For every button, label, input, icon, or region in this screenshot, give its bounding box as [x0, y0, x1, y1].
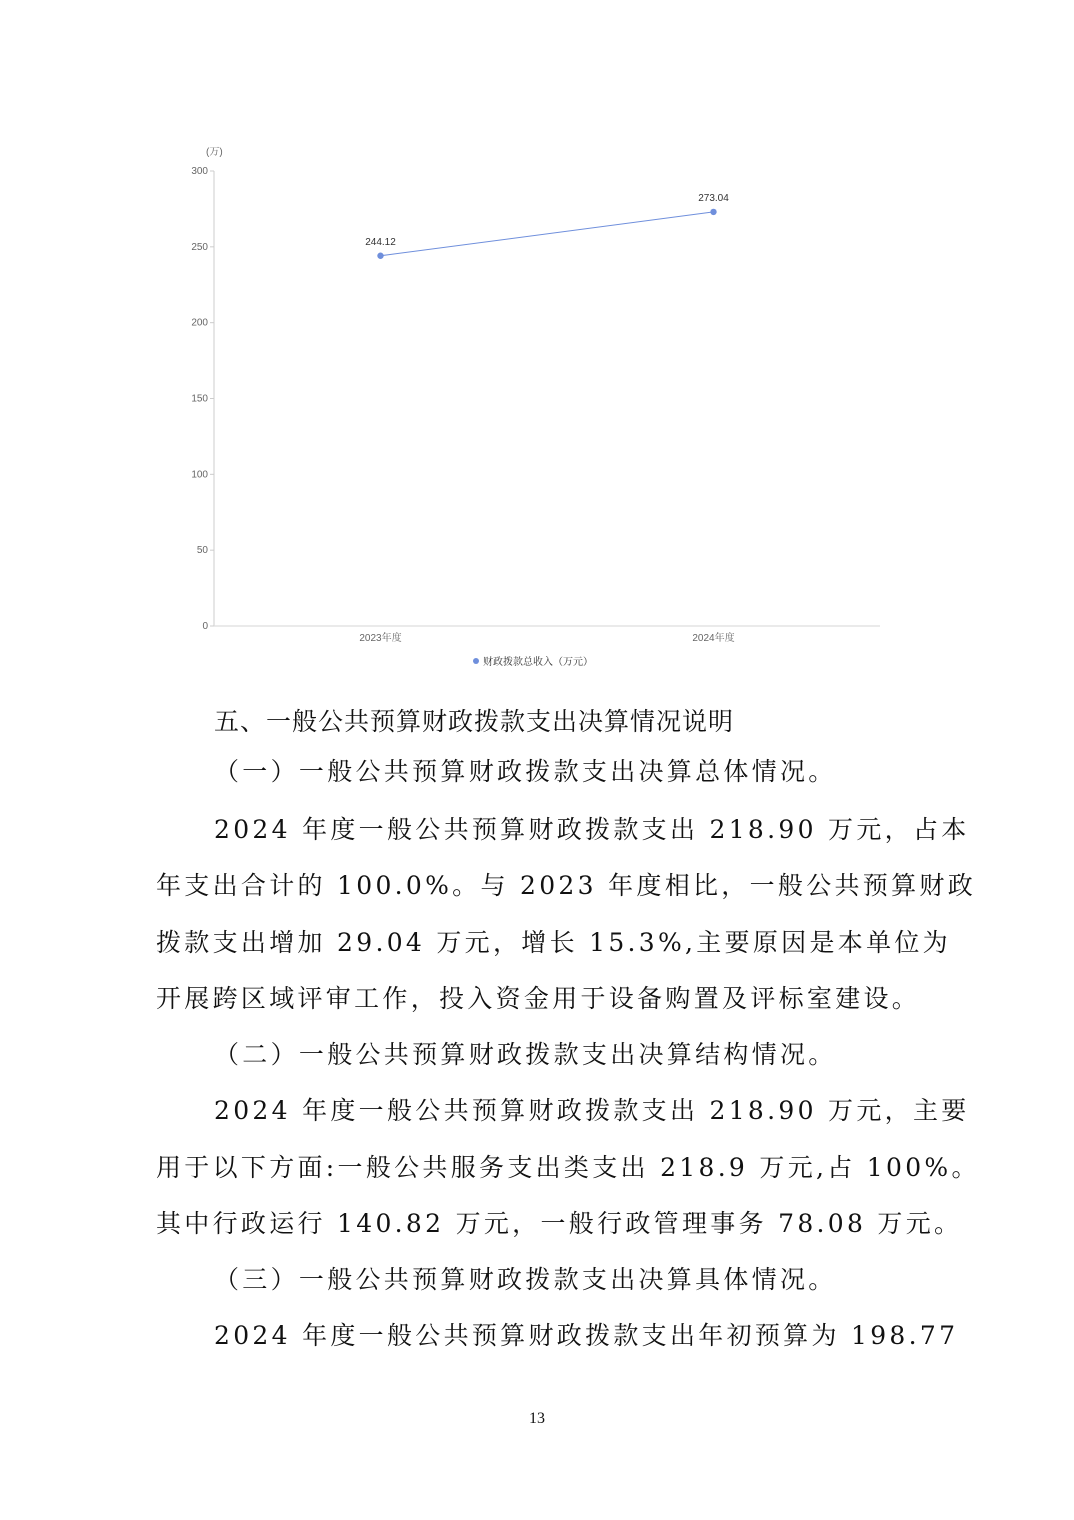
x-axis-ticks	[359, 631, 734, 644]
paragraph-1-line-3: 拨款支出增加 29.04 万元，增长 15.3%,主要原因是本单位为	[156, 928, 951, 957]
y-axis-unit-label: (万)	[206, 147, 223, 158]
y-tick-label: 50	[196, 545, 208, 557]
income-line-chart	[0, 0, 1074, 690]
subheading-2: （二）一般公共预算财政拨款支出决算结构情况。	[214, 1040, 837, 1069]
subheading-1: （一）一般公共预算财政拨款支出决算总体情况。	[214, 757, 837, 786]
y-tick-label: 150	[191, 393, 208, 405]
legend	[473, 655, 593, 668]
x-tick-label: 2024年度	[692, 633, 735, 644]
paragraph-2-line-3: 其中行政运行 140.82 万元，一般行政管理事务 78.08 万元。	[156, 1209, 963, 1238]
legend-marker	[473, 658, 479, 664]
paragraph-1-line-2: 年支出合计的 100.0%。与 2023 年度相比，一般公共预算财政	[156, 871, 976, 900]
paragraph-2-line-1: 2024 年度一般公共预算财政拨款支出 218.90 万元，主要	[214, 1096, 970, 1125]
data-point	[710, 209, 716, 215]
paragraph-1-line-4: 开展跨区域评审工作，投入资金用于设备购置及评标室建设。	[156, 984, 921, 1013]
series-line	[381, 212, 714, 256]
data-label: 273.04	[698, 192, 729, 204]
legend-label: 财政拨款总收入（万元）	[483, 657, 593, 668]
paragraph-1-line-1: 2024 年度一般公共预算财政拨款支出 218.90 万元，占本	[214, 815, 970, 844]
page-number: 13	[529, 1410, 545, 1427]
y-tick-label: 100	[191, 469, 208, 481]
paragraph-3-line-1: 2024 年度一般公共预算财政拨款支出年初预算为 198.77	[214, 1321, 959, 1350]
y-axis-ticks	[191, 166, 214, 632]
y-tick-label: 0	[202, 621, 208, 632]
data-label: 244.12	[365, 236, 396, 248]
section-heading: 五、一般公共预算财政拨款支出决算情况说明	[214, 707, 735, 736]
x-tick-label: 2023年度	[359, 633, 402, 644]
data-point	[377, 253, 383, 259]
subheading-3: （三）一般公共预算财政拨款支出决算具体情况。	[214, 1265, 837, 1294]
series-group	[365, 193, 729, 259]
paragraph-2-line-2: 用于以下方面:一般公共服务支出类支出 218.9 万元,占 100%。	[156, 1153, 980, 1182]
y-tick-label: 300	[191, 166, 208, 177]
y-tick-label: 200	[191, 317, 208, 329]
y-tick-label: 250	[191, 241, 208, 253]
